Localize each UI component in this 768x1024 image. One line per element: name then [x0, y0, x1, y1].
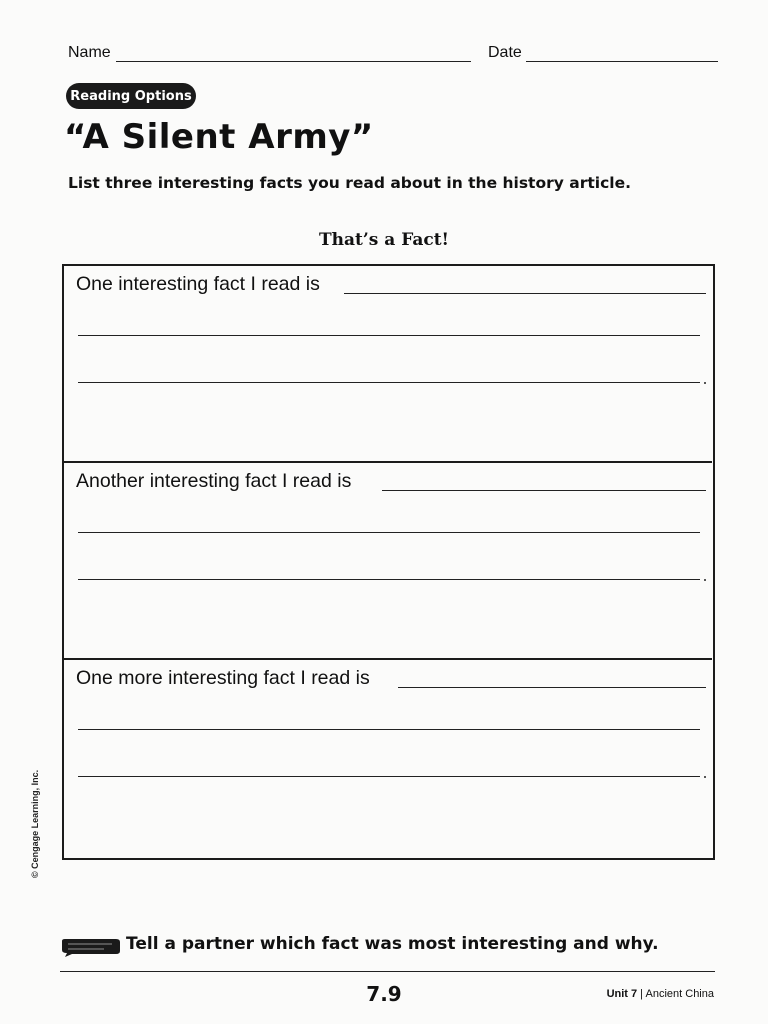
fact-box [62, 264, 715, 860]
period-mark [704, 776, 706, 778]
page-number: 7.9 [366, 982, 402, 1006]
fact-prompt-3: One more interesting fact I read is [76, 667, 370, 689]
fact-2-line-2[interactable] [78, 532, 700, 533]
fact-prompt-2: Another interesting fact I read is [76, 470, 352, 492]
fact-section-2 [64, 463, 712, 660]
period-mark [704, 382, 706, 384]
name-field[interactable] [116, 61, 471, 62]
fact-3-line-3[interactable] [78, 776, 700, 777]
page-title: “A Silent Army” [64, 117, 374, 157]
talk-icon [60, 937, 122, 957]
fact-section-3 [64, 660, 712, 857]
fact-3-line-1[interactable] [398, 687, 706, 688]
date-field[interactable] [526, 61, 718, 62]
fact-2-line-1[interactable] [382, 490, 706, 491]
footer-divider [60, 971, 715, 972]
fact-2-line-3[interactable] [78, 579, 700, 580]
reading-options-badge: Reading Options [66, 83, 196, 109]
fact-prompt-1: One interesting fact I read is [76, 273, 320, 295]
copyright-text: © Cengage Learning, Inc. [30, 769, 40, 878]
fact-section-1 [64, 266, 712, 463]
unit-separator: | [637, 988, 646, 1000]
name-label: Name [68, 44, 111, 61]
fact-1-line-2[interactable] [78, 335, 700, 336]
unit-number: Unit 7 [606, 988, 638, 1000]
fact-1-line-1[interactable] [344, 293, 706, 294]
unit-label [607, 988, 714, 1000]
period-mark [704, 579, 706, 581]
box-title: That’s a Fact! [318, 230, 450, 250]
date-label: Date [488, 44, 522, 61]
partner-instruction: Tell a partner which fact was most interesting and why. [126, 934, 659, 954]
instruction-text: List three interesting facts you read about in the history article. [68, 174, 631, 192]
fact-1-line-3[interactable] [78, 382, 700, 383]
unit-name: Ancient China [645, 988, 714, 1000]
fact-3-line-2[interactable] [78, 729, 700, 730]
